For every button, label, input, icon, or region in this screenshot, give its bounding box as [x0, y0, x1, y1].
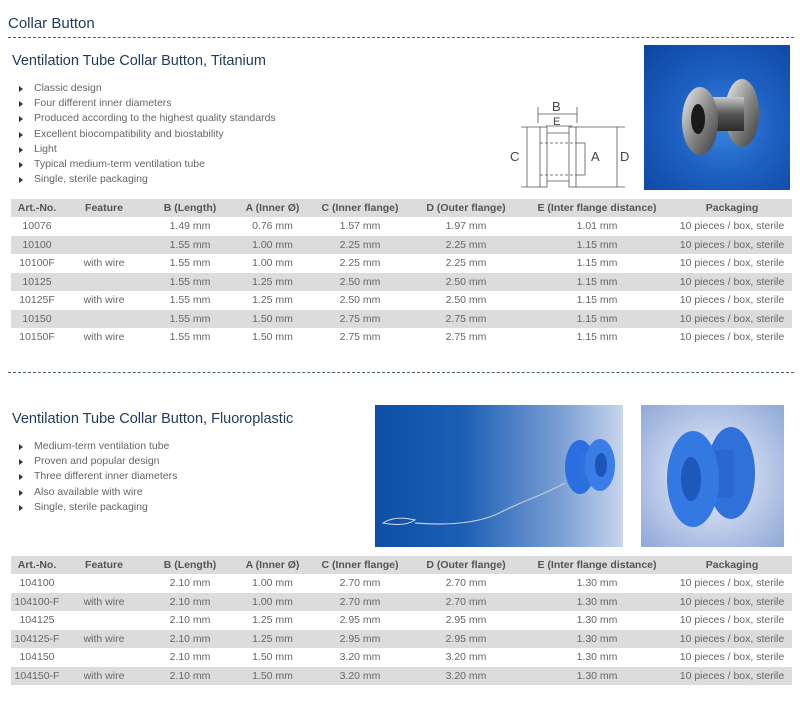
table-cell: 10150F [11, 328, 63, 347]
table-cell: 104125 [11, 611, 63, 630]
column-header: E (Inter flange distance) [522, 556, 672, 574]
feature-text: Produced according to the highest quality standards [34, 112, 276, 125]
titanium-feature-list [18, 81, 276, 187]
table-row [11, 291, 792, 310]
table-cell: 2.95 mm [410, 611, 522, 630]
table-cell: with wire [63, 254, 145, 273]
bullet-arrow-icon [19, 101, 23, 107]
table-cell: 10 pieces / box, sterile [672, 310, 792, 329]
section-divider [8, 37, 794, 38]
table-cell: 1.55 mm [145, 254, 235, 273]
table-cell: 104100 [11, 574, 63, 593]
table-cell: 10 pieces / box, sterile [672, 593, 792, 612]
table-cell [63, 611, 145, 630]
feature-item [18, 142, 276, 157]
bullet-arrow-icon [19, 86, 23, 92]
table-cell: 2.10 mm [145, 648, 235, 667]
table-header-row [11, 556, 792, 574]
feature-item [18, 454, 177, 469]
table-row [11, 310, 792, 329]
table-cell: 1.15 mm [522, 310, 672, 329]
table-cell: 2.95 mm [310, 630, 410, 649]
table-cell: 1.50 mm [235, 310, 310, 329]
table-cell: 1.15 mm [522, 273, 672, 292]
table-row [11, 648, 792, 667]
table-cell: with wire [63, 667, 145, 686]
table-row [11, 328, 792, 347]
table-cell: with wire [63, 593, 145, 612]
feature-text: Four different inner diameters [34, 97, 172, 110]
table-cell: 1.50 mm [235, 328, 310, 347]
table-cell: 1.50 mm [235, 667, 310, 686]
feature-text: Also available with wire [34, 485, 143, 498]
table-cell: 2.25 mm [410, 236, 522, 255]
feature-item [18, 485, 177, 500]
table-cell: 2.95 mm [310, 611, 410, 630]
table-cell: 3.20 mm [410, 667, 522, 686]
table-header-row [11, 199, 792, 217]
diagram-label-b: B [552, 99, 561, 114]
column-header: D (Outer flange) [410, 199, 522, 217]
table-cell [63, 236, 145, 255]
column-header: A (Inner Ø) [235, 556, 310, 574]
table-row [11, 574, 792, 593]
feature-text: Typical medium-term ventilation tube [34, 157, 205, 170]
column-header: Art.-No. [11, 199, 63, 217]
feature-item [18, 172, 276, 187]
table-cell: 1.30 mm [522, 574, 672, 593]
table-cell: 2.50 mm [410, 291, 522, 310]
table-cell [63, 574, 145, 593]
column-header: Art.-No. [11, 556, 63, 574]
bullet-arrow-icon [19, 505, 23, 511]
table-cell: with wire [63, 291, 145, 310]
bullet-arrow-icon [19, 162, 23, 168]
diagram-label-a: A [591, 149, 600, 164]
bullet-arrow-icon [19, 116, 23, 122]
table-cell [63, 273, 145, 292]
titanium-product-photo [644, 45, 790, 190]
feature-item [18, 81, 276, 96]
table-row [11, 611, 792, 630]
fluoroplastic-spec-table [11, 556, 792, 685]
table-cell: 10 pieces / box, sterile [672, 648, 792, 667]
table-row [11, 630, 792, 649]
table-cell: 10100 [11, 236, 63, 255]
feature-item [18, 111, 276, 126]
table-cell: 2.70 mm [410, 574, 522, 593]
table-cell: 2.10 mm [145, 630, 235, 649]
feature-text: Classic design [34, 82, 102, 94]
table-cell: 10 pieces / box, sterile [672, 217, 792, 236]
table-cell: 1.57 mm [310, 217, 410, 236]
table-cell: 10 pieces / box, sterile [672, 574, 792, 593]
titanium-section-title: Ventilation Tube Collar Button, Titanium [12, 53, 266, 69]
table-cell: 1.25 mm [235, 630, 310, 649]
table-cell: 2.25 mm [310, 236, 410, 255]
bullet-arrow-icon [19, 490, 23, 496]
table-cell: 2.50 mm [310, 273, 410, 292]
column-header: C (Inner flange) [310, 199, 410, 217]
table-cell: 2.75 mm [310, 328, 410, 347]
table-cell: 1.30 mm [522, 667, 672, 686]
table-cell: 104150 [11, 648, 63, 667]
section-divider [8, 372, 794, 373]
table-cell: 2.10 mm [145, 574, 235, 593]
feature-item [18, 127, 276, 142]
fluoroplastic-section-title: Ventilation Tube Collar Button, Fluoroplastic [12, 411, 294, 427]
table-cell: 1.00 mm [235, 254, 310, 273]
table-cell: 1.15 mm [522, 291, 672, 310]
feature-item [18, 439, 177, 454]
table-cell: 1.55 mm [145, 328, 235, 347]
feature-text: Single, sterile packaging [34, 173, 148, 186]
table-cell: 1.00 mm [235, 574, 310, 593]
table-cell: 1.15 mm [522, 328, 672, 347]
table-cell: 104100-F [11, 593, 63, 612]
table-cell: 10 pieces / box, sterile [672, 611, 792, 630]
column-header: Packaging [672, 556, 792, 574]
table-cell [63, 648, 145, 667]
table-cell: 1.55 mm [145, 273, 235, 292]
table-cell: 1.30 mm [522, 611, 672, 630]
table-cell: with wire [63, 328, 145, 347]
table-cell [63, 310, 145, 329]
feature-item [18, 96, 276, 111]
dimension-diagram [505, 95, 635, 195]
column-header: Feature [63, 199, 145, 217]
bullet-arrow-icon [19, 177, 23, 183]
table-cell: 10100F [11, 254, 63, 273]
table-cell: 1.97 mm [410, 217, 522, 236]
table-cell: 3.20 mm [310, 648, 410, 667]
feature-text: Excellent biocompatibility and biostability [34, 127, 224, 140]
feature-text: Single, sterile packaging [34, 500, 148, 513]
table-cell: 1.30 mm [522, 593, 672, 612]
table-cell: 10 pieces / box, sterile [672, 328, 792, 347]
table-cell: 104125-F [11, 630, 63, 649]
fluoroplastic-with-wire-photo [375, 405, 623, 547]
diagram-label-c: C [510, 149, 520, 164]
table-cell: 10150 [11, 310, 63, 329]
table-cell: 2.70 mm [310, 574, 410, 593]
table-cell: 2.70 mm [310, 593, 410, 612]
diagram-label-d: D [620, 149, 630, 164]
table-cell: 2.75 mm [410, 310, 522, 329]
titanium-spec-table [11, 199, 792, 347]
table-cell: 2.75 mm [310, 310, 410, 329]
table-cell: 2.50 mm [410, 273, 522, 292]
table-cell: 1.49 mm [145, 217, 235, 236]
table-cell: 1.15 mm [522, 254, 672, 273]
table-cell: 1.50 mm [235, 648, 310, 667]
table-row [11, 236, 792, 255]
table-cell: 1.25 mm [235, 273, 310, 292]
table-cell: 10076 [11, 217, 63, 236]
column-header: A (Inner Ø) [235, 199, 310, 217]
table-cell: 1.30 mm [522, 648, 672, 667]
table-cell: 2.70 mm [410, 593, 522, 612]
table-cell: 2.25 mm [410, 254, 522, 273]
column-header: C (Inner flange) [310, 556, 410, 574]
table-cell: 2.10 mm [145, 611, 235, 630]
feature-text: Three different inner diameters [34, 470, 178, 483]
bullet-arrow-icon [19, 474, 23, 480]
feature-item [18, 500, 177, 515]
bullet-arrow-icon [19, 444, 23, 450]
table-cell: with wire [63, 630, 145, 649]
table-cell: 1.25 mm [235, 611, 310, 630]
column-header: B (Length) [145, 556, 235, 574]
fluoroplastic-feature-list [18, 439, 177, 515]
table-cell: 2.95 mm [410, 630, 522, 649]
feature-text: Medium-term ventilation tube [34, 440, 170, 452]
table-cell: 3.20 mm [310, 667, 410, 686]
table-cell: 10 pieces / box, sterile [672, 273, 792, 292]
table-row [11, 273, 792, 292]
table-cell: 1.01 mm [522, 217, 672, 236]
table-cell: 1.25 mm [235, 291, 310, 310]
table-cell: 1.00 mm [235, 236, 310, 255]
table-cell: 2.10 mm [145, 593, 235, 612]
table-row [11, 667, 792, 686]
table-cell: 2.25 mm [310, 254, 410, 273]
table-cell: 10 pieces / box, sterile [672, 254, 792, 273]
table-cell: 1.30 mm [522, 630, 672, 649]
table-row [11, 593, 792, 612]
table-cell: 2.75 mm [410, 328, 522, 347]
table-cell: 2.50 mm [310, 291, 410, 310]
table-cell: 10 pieces / box, sterile [672, 291, 792, 310]
column-header: Packaging [672, 199, 792, 217]
table-cell: 10 pieces / box, sterile [672, 667, 792, 686]
table-cell: 1.55 mm [145, 291, 235, 310]
feature-item [18, 469, 177, 484]
table-cell: 104150-F [11, 667, 63, 686]
table-cell: 3.20 mm [410, 648, 522, 667]
column-header: B (Length) [145, 199, 235, 217]
table-cell: 10125F [11, 291, 63, 310]
table-cell: 2.10 mm [145, 667, 235, 686]
table-row [11, 254, 792, 273]
feature-text: Proven and popular design [34, 455, 160, 468]
feature-item [18, 157, 276, 172]
table-cell: 10125 [11, 273, 63, 292]
bullet-arrow-icon [19, 147, 23, 153]
bullet-arrow-icon [19, 132, 23, 138]
table-cell: 1.55 mm [145, 236, 235, 255]
column-header: Feature [63, 556, 145, 574]
feature-text: Light [34, 142, 57, 155]
column-header: D (Outer flange) [410, 556, 522, 574]
table-cell: 10 pieces / box, sterile [672, 630, 792, 649]
fluoroplastic-product-photo [641, 405, 784, 547]
table-cell: 1.00 mm [235, 593, 310, 612]
table-cell: 1.55 mm [145, 310, 235, 329]
diagram-label-e: E [553, 116, 561, 128]
table-cell: 10 pieces / box, sterile [672, 236, 792, 255]
table-row [11, 217, 792, 236]
table-cell: 0.76 mm [235, 217, 310, 236]
column-header: E (Inter flange distance) [522, 199, 672, 217]
table-cell [63, 217, 145, 236]
page-title: Collar Button [8, 15, 95, 32]
bullet-arrow-icon [19, 459, 23, 465]
table-cell: 1.15 mm [522, 236, 672, 255]
